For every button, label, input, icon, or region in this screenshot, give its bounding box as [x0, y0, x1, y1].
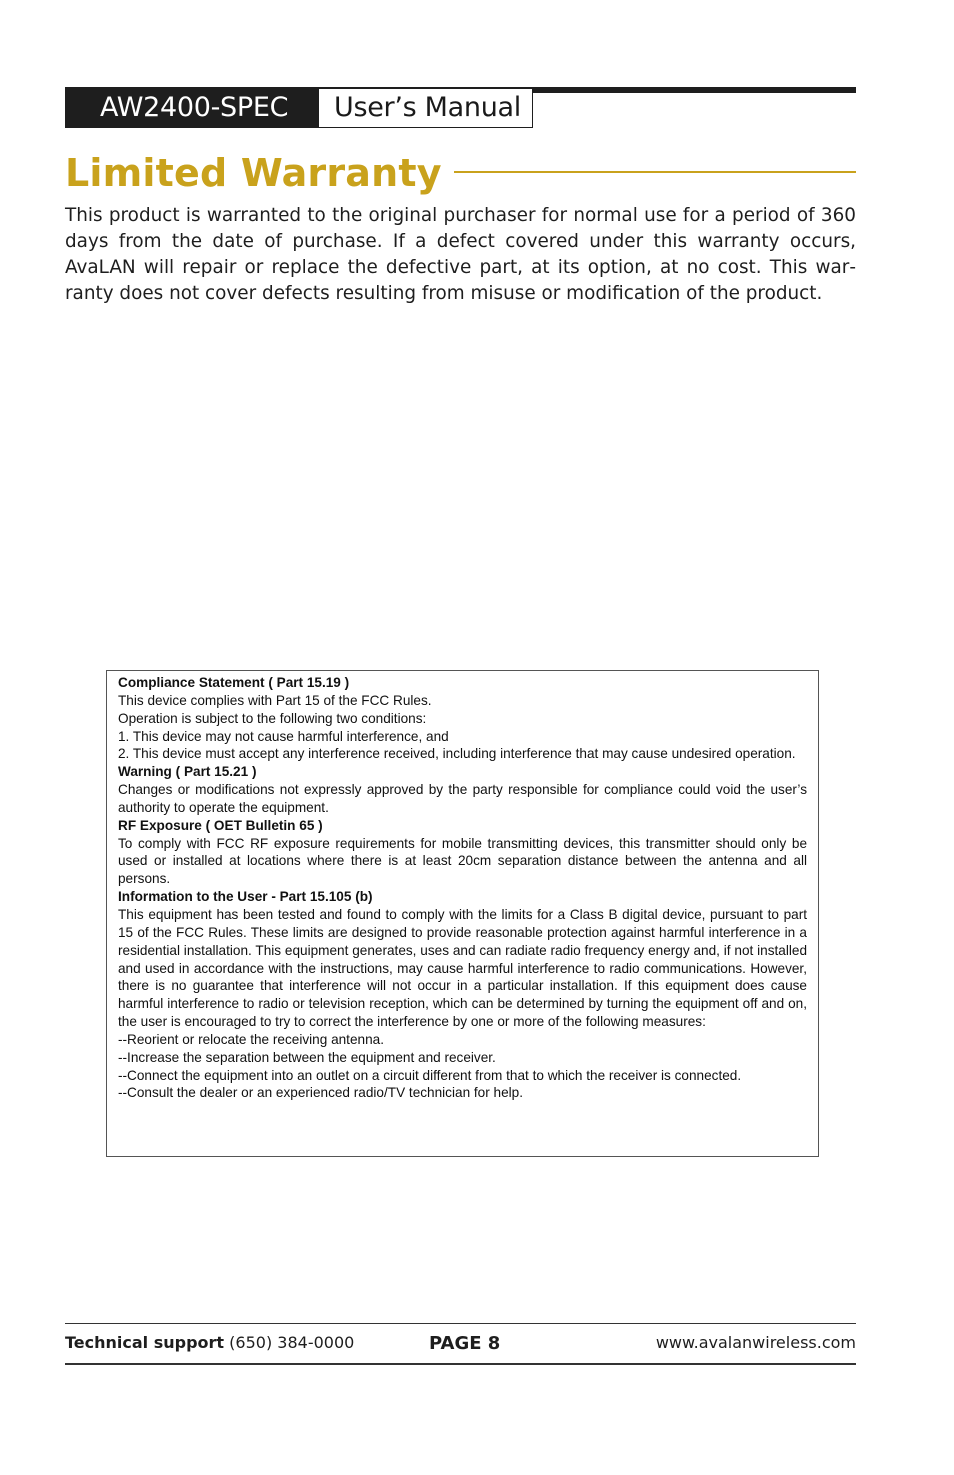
footer-rule-top: [65, 1323, 856, 1324]
tech-support-label: Technical support: [65, 1333, 225, 1352]
manual-label: User’s Manual: [318, 88, 533, 128]
measure-item: --Reorient or relocate the receiving antenna.: [118, 1031, 384, 1047]
compliance-line: Operation is subject to the following two conditions:: [118, 710, 427, 726]
warranty-text: This product is warranted to the original purchaser for normal use for a period of 360 days from the date of purchase. If a defect covered under this warranty occurs, AvaLAN will repair or replace the defective part, at its option, at no cost. This warranty does not cover defects resulting from misuse or modification of the product.: [65, 205, 856, 304]
website-link[interactable]: www.avalanwireless.com: [655, 1333, 856, 1352]
measure-item: --Increase the separation between the equipment and receiver.: [118, 1049, 496, 1065]
rf-exposure-text: To comply with FCC RF exposure requirements for mobile transmitting devices, this transmitter should only be used or installed at locations where there is at least 20cm separation distance between the antenna and all persons.: [118, 835, 807, 887]
title-rule: [454, 171, 856, 173]
info-text: This equipment has been tested and found to comply with the limits for a Class B digital device, pursuant to part 15 of the FCC Rules. These limits are designed to provide reasonable protection against harmful interference in a residential installation. This equipment generates, uses and can radiate radio frequency energy and, if not installed and used in accordance with the instructions, may cause harmful interference to radio communications. However, there is no guarantee that interference will not occur in a particular installation. If this equipment does cause harmful interference to radio or television reception, which can be determined by turning the equipment off and on, the user is encouraged to try to correct the interference by one or more of the following measures:: [118, 906, 807, 1030]
measure-item: --Connect the equipment into an outlet on a circuit different from that to which the receiver is connected.: [118, 1067, 742, 1083]
section-title: Limited Warranty: [65, 151, 442, 195]
measure-item: --Consult the dealer or an experienced radio/TV technician for help.: [118, 1085, 524, 1101]
fcc-compliance-box: [106, 670, 819, 1157]
rf-exposure-heading: RF Exposure ( OET Bulletin 65 ): [118, 817, 323, 833]
page-number: PAGE 8: [429, 1333, 501, 1354]
compliance-line: This device complies with Part 15 of the FCC Rules.: [118, 692, 432, 708]
footer-rule-bottom: [65, 1363, 856, 1365]
tech-support-phone: (650) 384-0000: [224, 1333, 355, 1352]
info-heading: Information to the User - Part 15.105 (b): [118, 889, 373, 905]
warning-text: Changes or modifications not expressly approved by the party responsible for compliance could void the user’s authority to operate the equipment.: [118, 782, 807, 815]
tech-support: [65, 1331, 354, 1355]
model-label: AW2400-SPEC: [65, 88, 318, 128]
compliance-condition: 1. This device may not cause harmful interference, and: [118, 728, 449, 744]
warning-heading: Warning ( Part 15.21 ): [118, 764, 257, 780]
compliance-heading: Compliance Statement ( Part 15.19 ): [118, 675, 350, 690]
compliance-condition: 2. This device must accept any interference received, including interference that may cause undesired operation.: [118, 746, 796, 762]
